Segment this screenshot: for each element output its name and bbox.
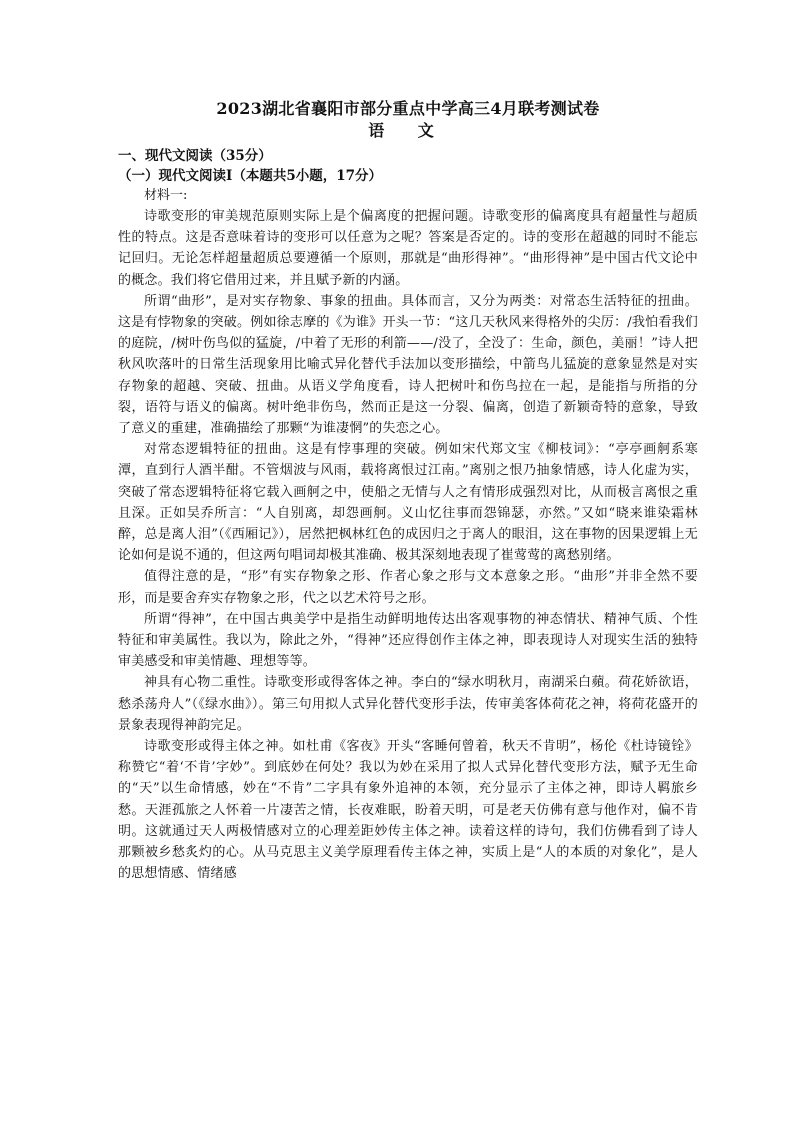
paragraph-5: 所谓“得神”，在中国古典美学中是指生动鲜明地传达出客观事物的神态情状、精神气质、个性特征和审美属性。我以为，除此之外，“得神”还应得创作主体之神，即表现诗人对现实生活的独特审美感受和审美情趣、理想等等。 bbox=[118, 611, 698, 670]
material-label: 材料一: bbox=[144, 188, 188, 203]
paragraph-1: 诗歌变形的审美规范原则实际上是个偏离度的把握问题。诗歌变形的偏离度具有超量性与超质性的特点。这是否意味着诗的变形可以任意为之呢？答案是否定的。诗的变形在超越的同时不能忘记回归。无论怎样超量超质总要遵循一个原则，那就是“曲形得神”。“曲形得神”是中国古代文论中的概念。我们将它借用过来，并且赋予新的内涵。 bbox=[118, 209, 698, 288]
paragraph-3: 对常态逻辑特征的扭曲。这是有悖事理的突破。例如宋代郑文宝《柳枝词》：“亭亭画舸系寒潭，直到行人酒半酣。不管烟波与风雨，载将离恨过江南。”离别之恨乃抽象情感，诗人化虚为实，突破了常态逻辑特征将它载入画舸之中，使船之无情与人之有情形成强烈对比，从而极言离恨之重且深。正如吴乔所言：“人自别离，却怨画舸。义山忆往事而怨锦瑟，亦然。”又如“晓来谁染霜林醉，总是离人泪”（《西厢记》），居然把枫林红色的成因归之于离人的眼泪，这在事物的因果逻辑上无论如何是说不通的，但这两句唱词却极其准确、极其深刻地表现了崔莺莺的离愁别绪。 bbox=[118, 442, 698, 564]
subject-title: 语 文 bbox=[368, 121, 448, 140]
section-heading: 一、现代文阅读（35分） bbox=[118, 148, 272, 164]
paragraph-4: 值得注意的是，“形”有实存物象之形、作者心象之形与文本意象之形。“曲形”并非全然不要形，而是要舍弃实存物象之形，代之以艺术符号之形。 bbox=[118, 569, 698, 606]
paragraph-6: 神具有心物二重性。诗歌变形或得客体之神。李白的“绿水明秋月，南湖采白蘋。荷花娇欲语，愁杀荡舟人”（《绿水曲》）。第三句用拟人式异化替代变形手法，传审美客体荷花之神，将荷花盛开的景象表现得神韵完足。 bbox=[118, 675, 698, 733]
exam-title: 2023湖北省襄阳市部分重点中学高三4月联考测试卷 bbox=[216, 99, 600, 118]
sub-section-heading: （一）现代文阅读Ⅰ（本题共5小题，17分） bbox=[118, 168, 382, 184]
paragraph-7: 诗歌变形或得主体之神。如杜甫《客夜》开头“客睡何曾着，秋天不肯明”，杨伦《杜诗镜铨》称赞它“着‘不肯’字妙”。到底妙在何处？我以为妙在采用了拟人式异化替代变形方法，赋予无生命的“天”以生命情感，妙在“不肯”二字具有象外追神的本领，充分显示了主体之神，即诗人羁旅乡愁。天涯孤旅之人怀着一片凄苦之情，长夜难眠，盼着天明，可是老天仿佛有意与他作对，偏不肯明。这就通过天人两极情感对立的心理差距妙传主体之神。读着这样的诗句，我们仿佛看到了诗人那颗被乡愁炙灼的心。从马克思主义美学原理看传主体之神，实质上是“人的本质的对象化”，是人的思想情感、情绪感 bbox=[118, 739, 698, 882]
paragraph-2: 所谓“曲形”，是对实存物象、事象的扭曲。具体而言，又分为两类：对常态生活特征的扭曲。这是有悖物象的突破。例如徐志摩的《为谁》开头一节：“这几天秋风来得格外的尖厉：/我怕看我们的庭院，/树叶伤鸟似的猛旋，/中着了无形的利箭——/没了，全没了：生命，颜色，美丽！”诗人把秋风吹落叶的日常生活现象用比喻式异化替代手法加以变形描绘，中箭鸟儿猛旋的意象显然是对实存物象的超越、突破、扭曲。从语义学角度看，诗人把树叶和伤鸟拉在一起，是能指与所指的分裂，语符与语义的偏离。树叶绝非伤鸟，然而正是这一分裂、偏离，创造了新颖奇特的意象，导致了意义的重建，准确描绘了那颗“为谁凄惘”的失恋之心。 bbox=[118, 293, 698, 437]
